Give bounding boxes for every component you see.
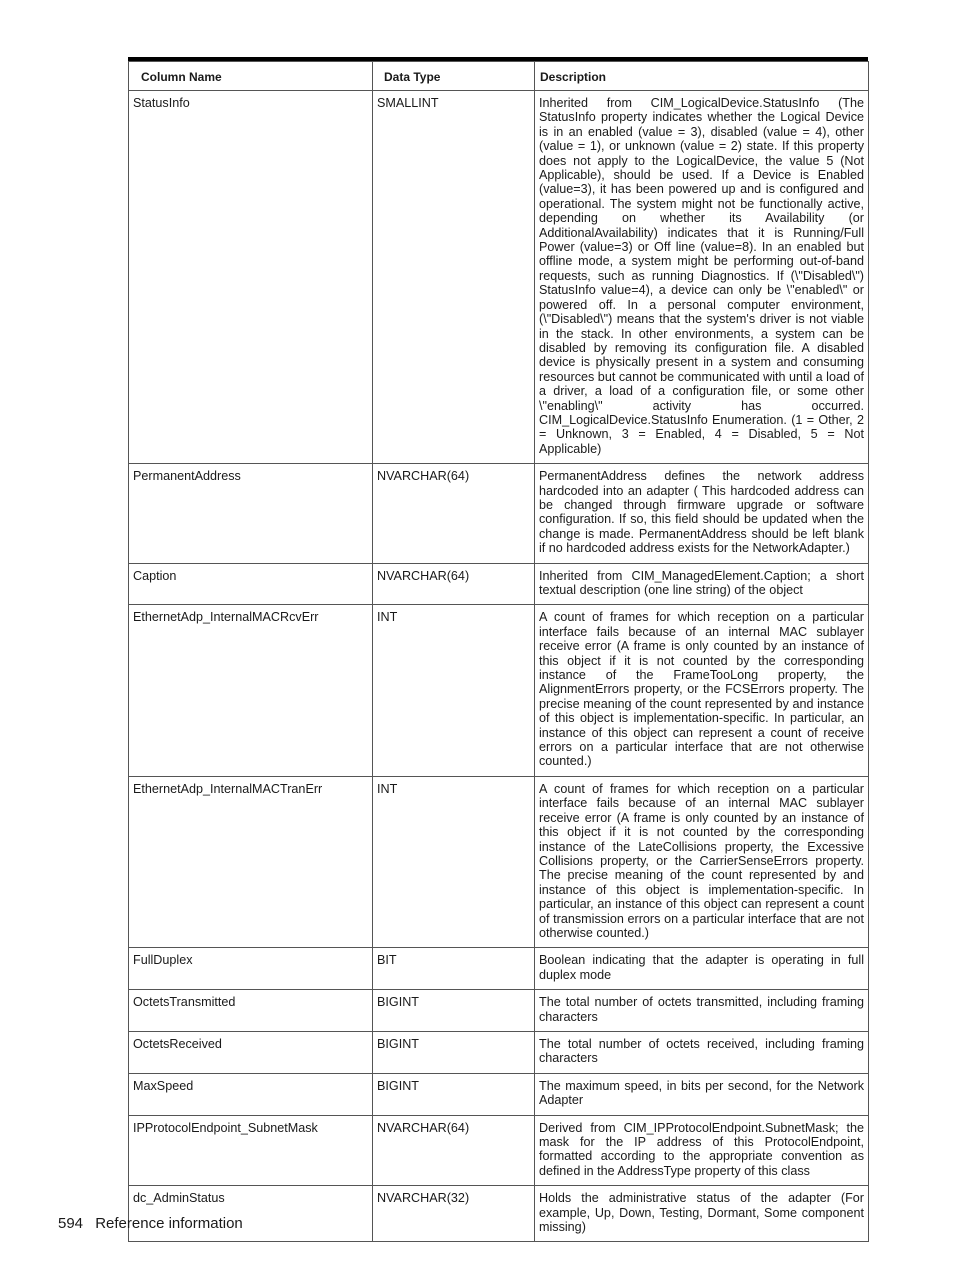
column-name-cell: EthernetAdp_InternalMACTranErr xyxy=(129,776,373,947)
page-footer xyxy=(58,1215,243,1233)
column-name-cell: Caption xyxy=(129,563,373,605)
column-name-cell: StatusInfo xyxy=(129,91,373,464)
data-type-cell: BIGINT xyxy=(373,1031,535,1073)
table-row xyxy=(129,563,869,605)
description-cell: The total number of octets transmitted, including framing characters xyxy=(535,990,869,1032)
data-type-cell: BIGINT xyxy=(373,990,535,1032)
table-row xyxy=(129,1115,869,1186)
table-row xyxy=(129,464,869,563)
description-cell: PermanentAddress defines the network address hardcoded into an adapter ( This hardcoded address can be changed through firmware upgrade or software configuration. If so, this field should be updated when the change is made. PermanentAddress should be left blank if no hardcoded address exists for the NetworkAdapter.) xyxy=(535,464,869,563)
data-type-cell: SMALLINT xyxy=(373,91,535,464)
column-name-cell: dc_AdminStatus xyxy=(129,1186,373,1242)
description-cell: A count of frames for which reception on a particular interface fails because of an internal MAC sublayer receive error (A frame is only counted by an instance of this object if it is not counted by the corresponding instance of the LateCollisions property, the Excessive Collisions property, or the CarrierSenseErrors property. The precise meaning of the count represented by and instance of this object is implementation-specific. In particular, an instance of this object can represent a count of transmission errors on a particular interface that are not otherwise counted.) xyxy=(535,776,869,947)
column-name-cell: OctetsTransmitted xyxy=(129,990,373,1032)
description-cell: The total number of octets received, including framing characters xyxy=(535,1031,869,1073)
data-type-cell: NVARCHAR(64) xyxy=(373,1115,535,1186)
table-row xyxy=(129,91,869,464)
column-name-cell: OctetsReceived xyxy=(129,1031,373,1073)
description-cell: Inherited from CIM_LogicalDevice.StatusInfo (The StatusInfo property indicates whether the Logical Device is in an enabled (value = 3), disabled (value = 4), other (value = 1), or unknown (value = 2) state. If this property does not apply to the LogicalDevice, the value 5 (Not Applicable), should be used. If a Device is Enabled (value=3), it has been powered up and is configured and operational. The system might not be functionally active, depending on whether its Availability (or AdditionalAvailability) indicates that it is Running/Full Power (value=3) or Off line (value=8). In an enabled but offline mode, a system might be performing out-of-band requests, such as running Diagnostics. If (\"Disabled\") StatusInfo value=4), a device can only be \"enabled\" or powered off. In a personal computer environment, (\"Disabled\") means that the system's driver is not viable in the stack. In other environments, a system can be disabled by removing its configuration file. A disabled device is physically present in a system and consuming resources but cannot be communicated with until a load of a driver, a load of a configuration file, or some other \"enabling\" activity has occurred. CIM_LogicalDevice.StatusInfo Enumeration. (1 = Other, 2 = Unknown, 3 = Enabled, 4 = Disabled, 5 = Not Applicable) xyxy=(535,91,869,464)
column-name-cell: FullDuplex xyxy=(129,948,373,990)
table-row xyxy=(129,776,869,947)
column-header-type: Data Type xyxy=(373,62,535,91)
data-type-cell: BIGINT xyxy=(373,1073,535,1115)
table-row xyxy=(129,605,869,776)
description-cell: The maximum speed, in bits per second, for the Network Adapter xyxy=(535,1073,869,1115)
reference-table-container xyxy=(128,57,868,1242)
description-cell: Inherited from CIM_ManagedElement.Caption; a short textual description (one line string) of the object xyxy=(535,563,869,605)
reference-table xyxy=(128,61,869,1242)
description-cell: A count of frames for which reception on a particular interface fails because of an internal MAC sublayer receive error (A frame is only counted by an instance of this object if it is not counted by the corresponding instance of the FrameTooLong property, the AlignmentErrors property, or the FCSErrors property. The precise meaning of the count represented by and instance of this object is implementation-specific. In particular, an instance of this object can represent a count of receive errors on a particular interface that are not otherwise counted.) xyxy=(535,605,869,776)
column-header-description: Description xyxy=(535,62,869,91)
data-type-cell: INT xyxy=(373,605,535,776)
data-type-cell: NVARCHAR(64) xyxy=(373,464,535,563)
description-cell: Derived from CIM_IPProtocolEndpoint.SubnetMask; the mask for the IP address of this ProtocolEndpoint, formatted according to the appropriate convention as defined in the AddressType property of this class xyxy=(535,1115,869,1186)
column-name-cell: IPProtocolEndpoint_SubnetMask xyxy=(129,1115,373,1186)
table-row xyxy=(129,948,869,990)
description-cell: Boolean indicating that the adapter is operating in full duplex mode xyxy=(535,948,869,990)
column-name-cell: MaxSpeed xyxy=(129,1073,373,1115)
description-cell: Holds the administrative status of the adapter (For example, Up, Down, Testing, Dormant, Some component missing) xyxy=(535,1186,869,1242)
data-type-cell: NVARCHAR(32) xyxy=(373,1186,535,1242)
column-name-cell: PermanentAddress xyxy=(129,464,373,563)
data-type-cell: BIT xyxy=(373,948,535,990)
table-row xyxy=(129,1186,869,1242)
table-row xyxy=(129,1031,869,1073)
column-name-cell: EthernetAdp_InternalMACRcvErr xyxy=(129,605,373,776)
table-row xyxy=(129,1073,869,1115)
footer-section-title: Reference information xyxy=(95,1215,243,1232)
data-type-cell: INT xyxy=(373,776,535,947)
table-row xyxy=(129,990,869,1032)
data-type-cell: NVARCHAR(64) xyxy=(373,563,535,605)
column-header-name: Column Name xyxy=(129,62,373,91)
page-number: 594 xyxy=(58,1215,84,1232)
table-header-row xyxy=(129,62,869,91)
